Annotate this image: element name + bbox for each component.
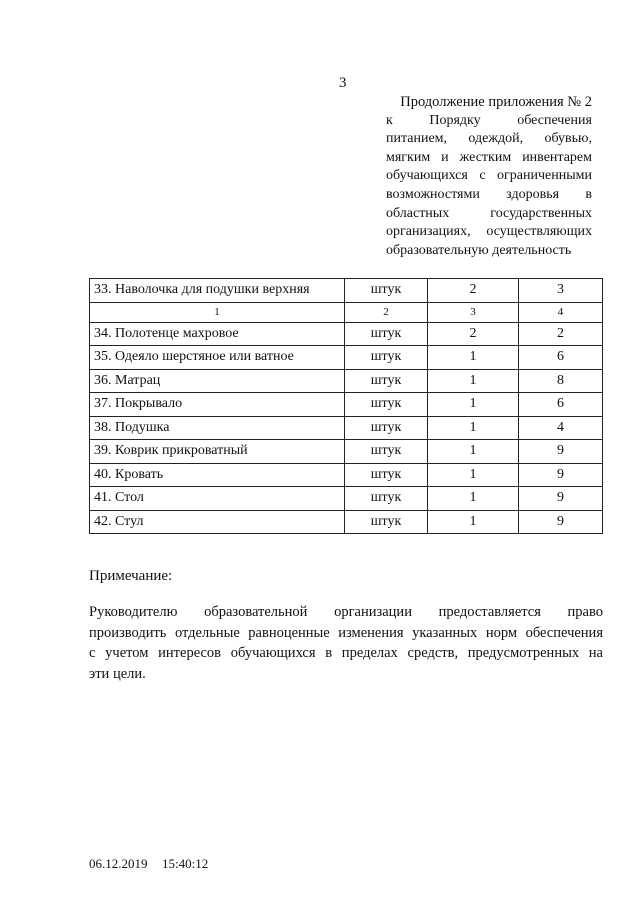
table-row	[90, 463, 603, 487]
period-cell: 9	[519, 440, 603, 464]
item-name-cell: 34. Полотенце махровое	[90, 322, 345, 346]
item-name-cell: 37. Покрывало	[90, 393, 345, 417]
unit-cell: штук	[345, 463, 428, 487]
quantity-cell: 1	[428, 369, 519, 393]
period-cell: 6	[519, 393, 603, 417]
quantity-cell: 1	[428, 346, 519, 370]
appendix-title: Продолжение приложения № 2	[400, 94, 592, 110]
unit-cell: штук	[345, 510, 428, 534]
table-row	[90, 510, 603, 534]
unit-cell: штук	[345, 393, 428, 417]
page-number: 3	[339, 75, 347, 91]
period-cell: 2	[519, 322, 603, 346]
period-cell: 9	[519, 463, 603, 487]
unit-cell: штук	[345, 440, 428, 464]
appendix-header-line: обучающихся с ограниченными	[386, 168, 592, 184]
appendix-header-line: организациях, осуществляющих	[386, 224, 592, 240]
item-name-cell: 38. Подушка	[90, 416, 345, 440]
quantity-cell: 1	[428, 440, 519, 464]
note-line: эти цели.	[89, 665, 146, 682]
table-row	[90, 346, 603, 370]
quantity-cell: 1	[428, 393, 519, 417]
column-number: 2	[345, 302, 428, 322]
item-name-cell: 39. Коврик прикроватный	[90, 440, 345, 464]
item-name-cell: 42. Стул	[90, 510, 345, 534]
item-name-cell: 40. Кровать	[90, 463, 345, 487]
quantity-cell: 1	[428, 487, 519, 511]
note-paragraph	[89, 602, 603, 684]
note-line: производить отдельные равноценные изменения указанных норм обеспечения	[89, 624, 603, 641]
quantity-cell: 1	[428, 463, 519, 487]
quantity-cell: 2	[428, 279, 519, 303]
period-cell: 4	[519, 416, 603, 440]
unit-cell: штук	[345, 322, 428, 346]
column-number: 1	[90, 302, 345, 322]
table-row	[90, 440, 603, 464]
period-cell: 3	[519, 279, 603, 303]
quantity-cell: 1	[428, 510, 519, 534]
norms-table	[89, 278, 603, 534]
note-line: с учетом интересов обучающихся в пределах средств, предусмотренных на	[89, 645, 603, 661]
appendix-header-line: мягким и жестким инвентарем	[386, 149, 592, 165]
column-number: 3	[428, 302, 519, 322]
appendix-header	[386, 93, 592, 260]
quantity-cell: 1	[428, 416, 519, 440]
item-name-cell: 41. Стол	[90, 487, 345, 511]
column-numbers-row	[90, 302, 603, 322]
period-cell: 9	[519, 510, 603, 534]
table-row	[90, 369, 603, 393]
note-line: Руководителю образовательной организации предоставляется право	[89, 604, 603, 620]
table-row	[90, 393, 603, 417]
footer-date: 06.12.2019	[89, 856, 148, 871]
column-number: 4	[519, 302, 603, 322]
note-label: Примечание:	[89, 568, 173, 584]
item-name-cell: 35. Одеяло шерстяное или ватное	[90, 346, 345, 370]
table-row	[90, 322, 603, 346]
appendix-header-line: образовательную деятельность	[386, 242, 572, 258]
table-row	[90, 416, 603, 440]
period-cell: 9	[519, 487, 603, 511]
table-row	[90, 279, 603, 303]
item-name-cell: 33. Наволочка для подушки верхняя	[90, 279, 345, 303]
appendix-header-line: возможностями здоровья в	[386, 186, 592, 202]
table-row	[90, 487, 603, 511]
unit-cell: штук	[345, 346, 428, 370]
appendix-header-line: к Порядку обеспечения	[386, 112, 592, 128]
unit-cell: штук	[345, 487, 428, 511]
unit-cell: штук	[345, 416, 428, 440]
appendix-header-line: областных государственных	[386, 205, 592, 221]
item-name-cell: 36. Матрац	[90, 369, 345, 393]
unit-cell: штук	[345, 279, 428, 303]
quantity-cell: 2	[428, 322, 519, 346]
footer-time: 15:40:12	[162, 856, 209, 871]
unit-cell: штук	[345, 369, 428, 393]
period-cell: 8	[519, 369, 603, 393]
appendix-header-line: питанием, одеждой, обувью,	[386, 131, 592, 147]
period-cell: 6	[519, 346, 603, 370]
